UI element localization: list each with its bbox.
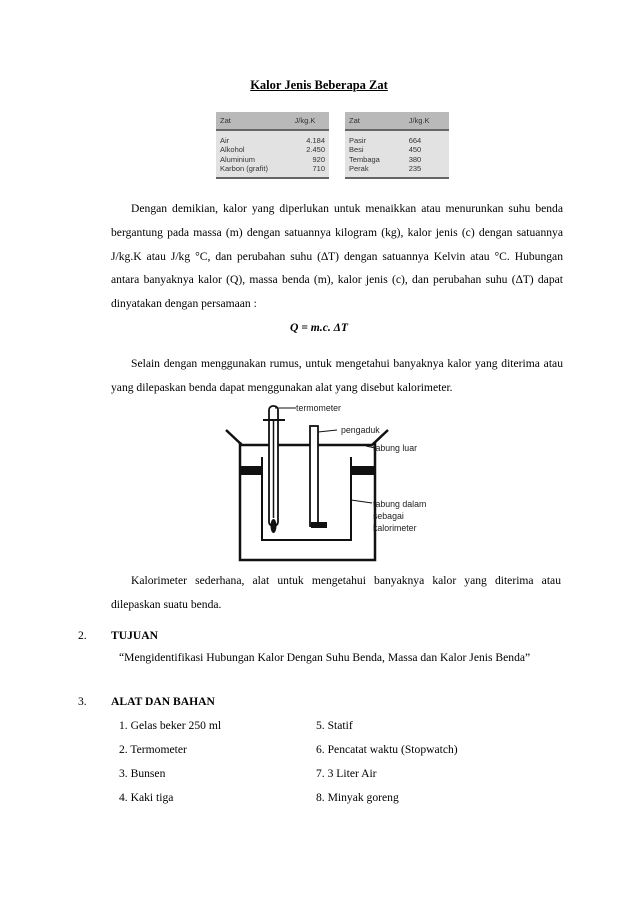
paragraph-explanation: Dengan demikian, kalor yang diperlukan untuk menaikkan atau menurunkan suhu benda bergantung pada massa (m) dengan satuannya kilogram (kg), kalor jenis (c) dengan satuannya J/kg.K atau J/kg °C, dan perubahan suhu (∆T) dengan satuannya Kelvin atau °C. Hubungan antara banyaknya kalor (Q), massa benda (m), kalor jenis (c), dan perubahan suhu (∆T) dapat dinyatakan dengan persamaan : xyxy=(111,202,563,311)
specific-heat-table-left xyxy=(216,112,329,179)
figure-caption: Kalorimeter sederhana, alat untuk mengetahui banyaknya kalor yang diterima atau dilepaskan suatu benda. xyxy=(111,574,561,611)
equation: Q = m.c. ΔT xyxy=(290,321,348,334)
list-item: 1. Gelas beker 250 ml xyxy=(119,719,222,732)
insulation-block-right xyxy=(351,466,375,475)
insulation-block-left xyxy=(240,466,262,475)
section-number-2: 2. xyxy=(78,629,87,642)
table-header-unit: J/kg.K xyxy=(291,112,329,130)
list-item: 3. Bunsen xyxy=(119,767,166,780)
section-text-tujuan: “Mengidentifikasi Hubungan Kalor Dengan Suhu Benda, Massa dan Kalor Jenis Benda” xyxy=(119,651,531,664)
table-header-unit: J/kg.K xyxy=(405,112,449,130)
paragraph-calorimeter-intro: Selain dengan menggunakan rumus, untuk mengetahui banyaknya kalor yang diterima atau yang dilepaskan benda dapat menggunakan alat yang disebut kalorimeter. xyxy=(111,357,563,394)
label-tabung-dalam: tabung dalam sebagai kalorimeter xyxy=(373,499,427,533)
section-number-3: 3. xyxy=(78,695,87,708)
page-title: Kalor Jenis Beberapa Zat xyxy=(250,78,388,92)
table-row: Tembaga 380 xyxy=(345,155,449,164)
stirrer-shape xyxy=(310,426,318,526)
label-pengaduk: pengaduk xyxy=(341,425,380,435)
table-row: Pasir 664 xyxy=(345,130,449,145)
table-header-zat: Zat xyxy=(345,112,405,130)
calorimeter-diagram xyxy=(220,400,460,565)
list-item: 5. Statif xyxy=(316,719,353,732)
label-termometer: termometer xyxy=(296,403,341,413)
list-item: 8. Minyak goreng xyxy=(316,791,399,804)
table-row: Perak 235 xyxy=(345,164,449,177)
table-row: Alkohol 2.450 xyxy=(216,145,329,154)
table-row: Karbon (grafit) 710 xyxy=(216,164,329,177)
list-item: 4. Kaki tiga xyxy=(119,791,174,804)
specific-heat-table-right xyxy=(345,112,449,179)
table-row: Air 4.184 xyxy=(216,130,329,145)
list-item: 6. Pencatat waktu (Stopwatch) xyxy=(316,743,458,756)
section-heading-alat-bahan: ALAT DAN BAHAN xyxy=(111,695,215,708)
table-row: Aluminium 920 xyxy=(216,155,329,164)
label-tabung-luar: tabung luar xyxy=(373,443,418,453)
section-heading-tujuan: TUJUAN xyxy=(111,629,159,642)
table-header-zat: Zat xyxy=(216,112,291,130)
list-item: 2. Termometer xyxy=(119,743,187,756)
table-row: Besi 450 xyxy=(345,145,449,154)
list-item: 7. 3 Liter Air xyxy=(316,767,377,780)
